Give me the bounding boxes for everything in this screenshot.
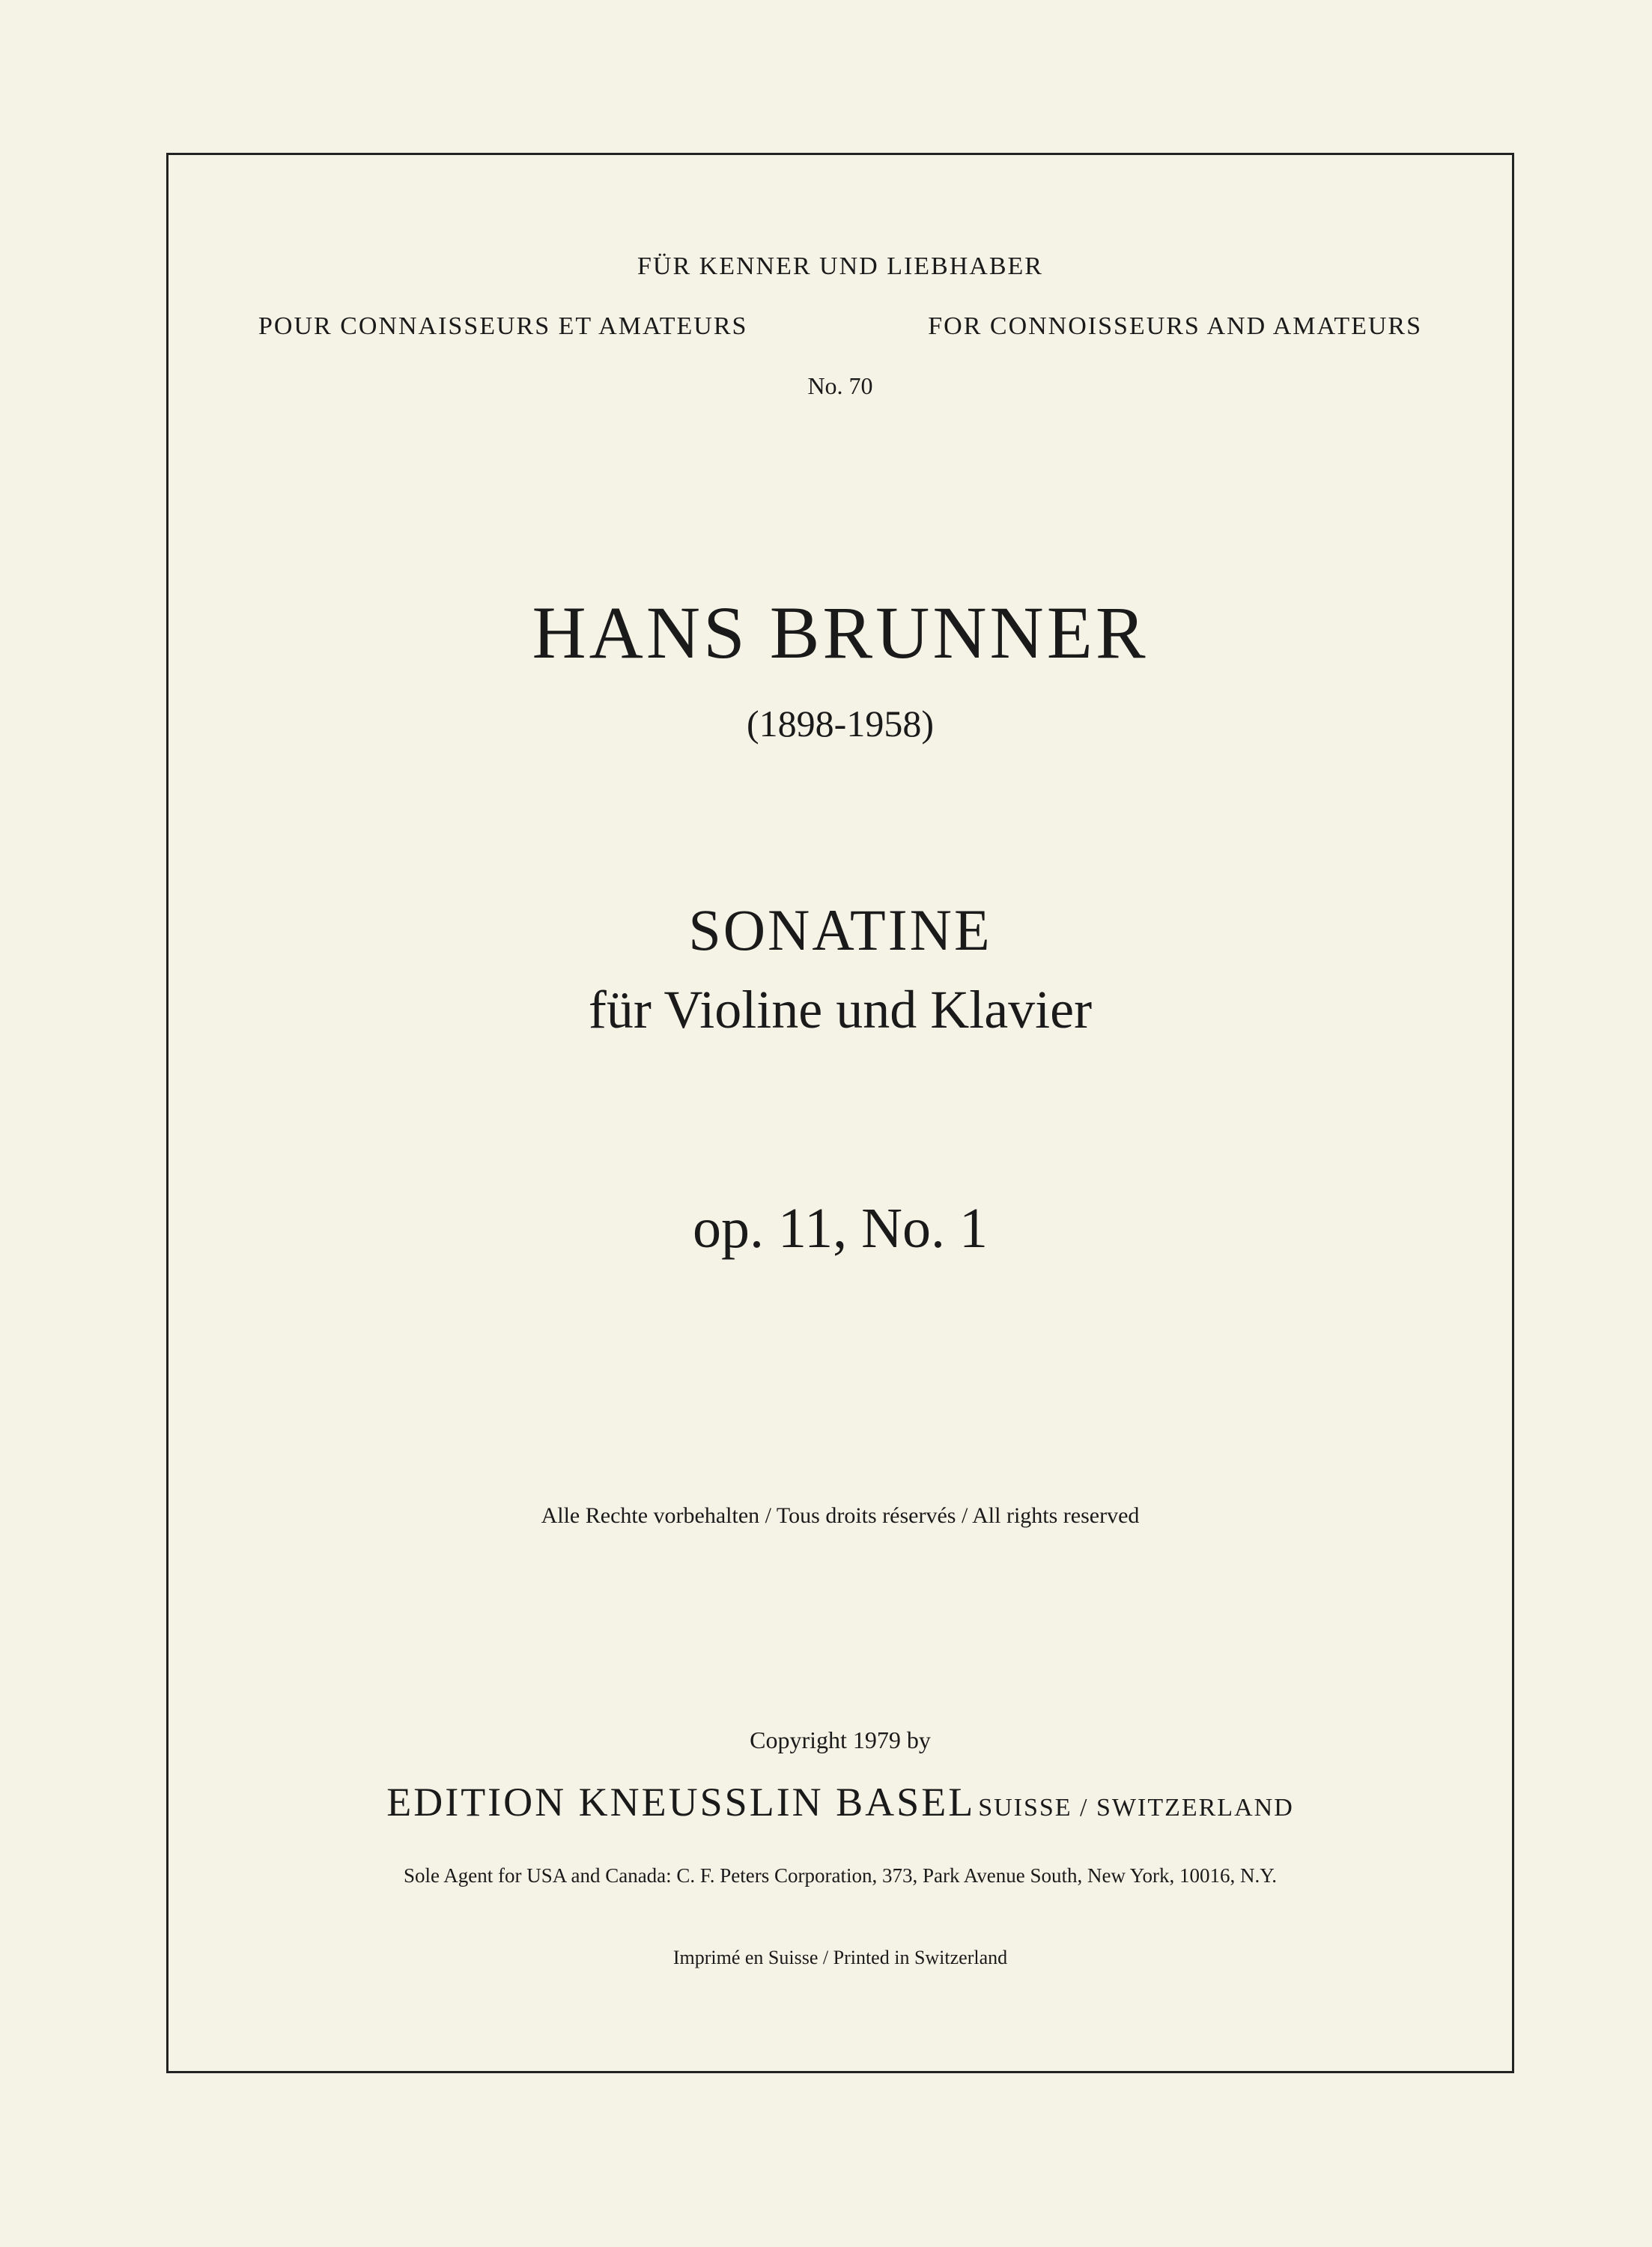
copyright-notice: Copyright 1979 by	[750, 1726, 931, 1753]
work-instrumentation: für Violine und Klavier	[588, 980, 1093, 1040]
series-number: No. 70	[807, 372, 873, 399]
series-title-french: POUR CONNAISSEURS ET AMATEURS	[258, 312, 748, 340]
composer-name: HANS BRUNNER	[532, 591, 1149, 674]
publisher-line	[168, 1779, 1512, 1825]
opus-number: op. 11, No. 1	[692, 1197, 989, 1260]
series-title-english: FOR CONNOISSEURS AND AMATEURS	[928, 312, 1422, 340]
composer-dates: (1898-1958)	[747, 703, 934, 745]
printed-in-notice: Imprimé en Suisse / Printed in Switzerland	[672, 1947, 1008, 1968]
sole-agent-notice: Sole Agent for USA and Canada: C. F. Peters Corporation, 373, Park Avenue South, New York, 10016, N.Y.	[403, 1864, 1278, 1887]
rights-notice: Alle Rechte vorbehalten / Tous droits réservés / All rights reserved	[541, 1503, 1140, 1528]
title-page-frame	[166, 153, 1514, 2073]
publisher-country: SUISSE / SWITZERLAND	[978, 1794, 1294, 1822]
series-title-german: FÜR KENNER UND LIEBHABER	[637, 252, 1043, 280]
work-title: SONATINE	[688, 897, 992, 962]
publisher-name: EDITION KNEUSSLIN BASEL	[386, 1780, 976, 1825]
